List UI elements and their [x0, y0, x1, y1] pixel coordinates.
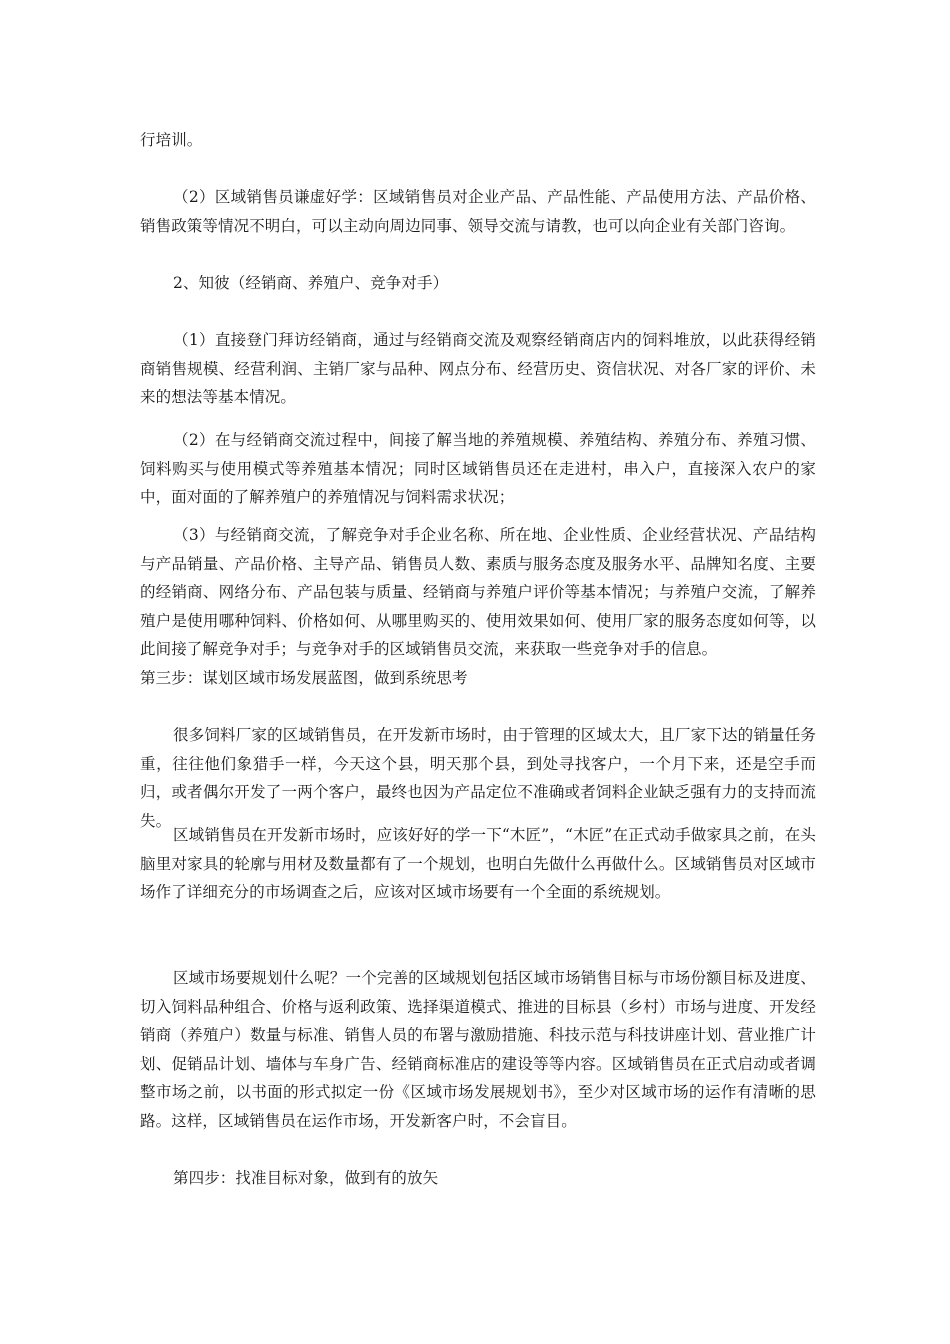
step-three-heading: 第三步：谋划区域市场发展蓝图，做到系统思考	[140, 669, 468, 687]
section-heading-know-others: 2、知彼（经销商、养殖户、竞争对手）	[173, 274, 449, 292]
step-four-heading: 第四步：找准目标对象，做到有的放矢	[173, 1169, 439, 1187]
paragraph-regional-plan: 区域市场要规划什么呢？一个完善的区域规划包括区域市场销售目标与市场份额目标及进度、切入饲料品种组合、价格与返利政策、选择渠道模式、推进的目标县（乡村）市场与进度、开发经销商（养殖户）数量与标准、销售人员的布署与激励措施、科技示范与科技讲座计划、营业推广计划、促销品计划、墙体与车身广告、经销商标准店的建设等等内容。区域销售员在正式启动或者调整市场之前，以书面的形式拟定一份《区域市场发展规划书》，至少对区域市场的运作有清晰的思路。这样，区域销售员在运作市场，开发新客户时，不会盲目。	[140, 969, 816, 1130]
paragraph-self-learning: （2）区域销售员谦虚好学：区域销售员对企业产品、产品性能、产品使用方法、产品价格、销售政策等情况不明白，可以主动向周边同事、领导交流与请教，也可以向企业有关部门咨询。	[140, 188, 816, 235]
paragraph-farming-info: （2）在与经销商交流过程中，间接了解当地的养殖规模、养殖结构、养殖分布、养殖习惯、饲料购买与使用模式等养殖基本情况；同时区域销售员还在走进村，串入户，直接深入农户的家中，面对面的了解养殖户的养殖情况与饲料需求状况；	[140, 431, 816, 506]
paragraph-continuation: 行培训。	[140, 131, 203, 149]
paragraph-carpenter-analogy: 区域销售员在开发新市场时，应该好好的学一下“木匠”，“木匠”在正式动手做家具之前，在头脑里对家具的轮廓与用材及数量都有了一个规划，也明白先做什么再做什么。区域销售员对区域市场作了详细充分的市场调查之后，应该对区域市场要有一个全面的系统规划。	[140, 826, 816, 901]
paragraph-hunter-analogy: 很多饲料厂家的区域销售员，在开发新市场时，由于管理的区域太大，且厂家下达的销量任务重，往往他们象猎手一样，今天这个县，明天那个县，到处寻找客户，一个月下来，还是空手而归，或者偶尔开发了一两个客户，最终也因为产品定位不准确或者饲料企业缺乏强有力的支持而流失。	[140, 726, 816, 830]
paragraph-visit-dealers: （1）直接登门拜访经销商，通过与经销商交流及观察经销商店内的饲料堆放，以此获得经销商销售规模、经营利润、主销厂家与品种、网点分布、经营历史、资信状况、对各厂家的评价、未来的想法等基本情况。	[140, 331, 816, 406]
paragraph-competitor-info: （3）与经销商交流，了解竞争对手企业名称、所在地、企业性质、企业经营状况、产品结构与产品销量、产品价格、主导产品、销售员人数、素质与服务态度及服务水平、品牌知名度、主要的经销商、网络分布、产品包装与质量、经销商与养殖户评价等基本情况；与养殖户交流，了解养殖户是使用哪种饲料、价格如何、从哪里购买的、使用效果如何、使用厂家的服务态度如何等，以此间接了解竞争对手；与竞争对手的区域销售员交流，来获取一些竞争对手的信息。	[140, 526, 816, 658]
